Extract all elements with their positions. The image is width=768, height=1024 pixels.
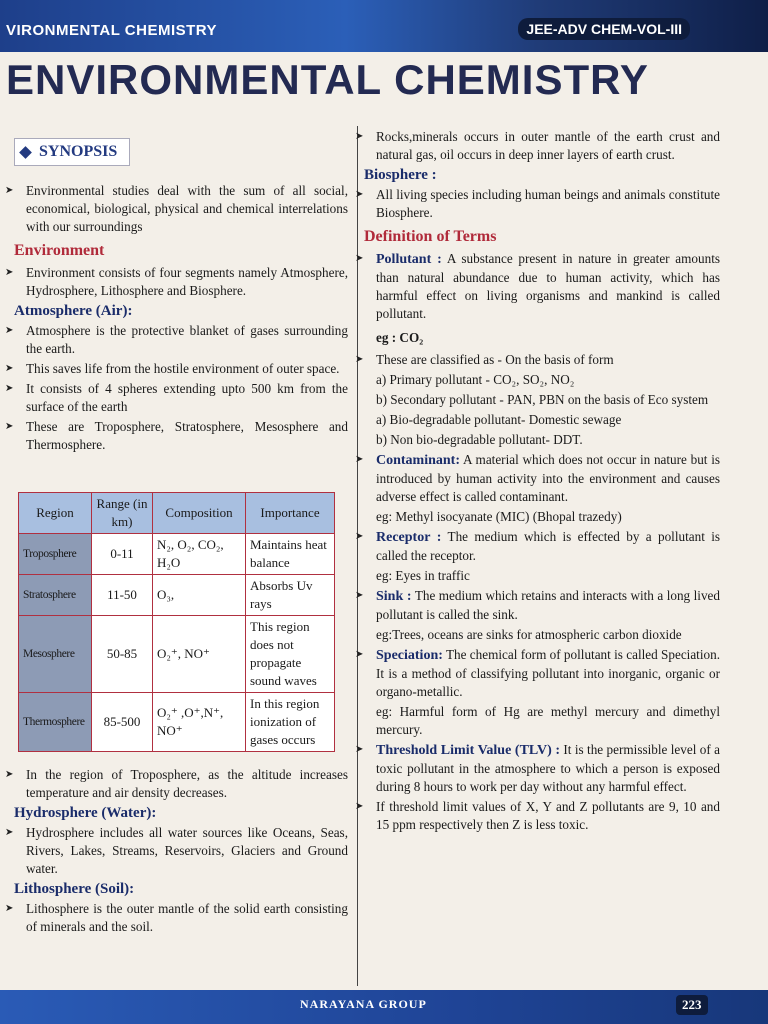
receptor-definition	[364, 528, 720, 565]
range-cell: 0-11	[92, 534, 153, 575]
biosphere-text: ➤ All living species including human beings and animals constitute Biosphere.	[364, 186, 720, 222]
receptor-example: eg: Eyes in traffic	[376, 568, 470, 583]
classification-item: b) Non bio-degradable pollutant- DDT.	[376, 432, 583, 447]
contaminant-example: eg: Methyl isocyanate (MIC) (Bhopal trazedy)	[376, 509, 622, 524]
classification-item: b) Secondary pollutant - PAN, PBN on the basis of Eco system	[376, 392, 709, 407]
sink-text: The medium which retains and interacts with a long lived pollutant is called the sink.	[376, 588, 720, 622]
receptor-term: Receptor :	[376, 530, 442, 545]
classification-item: a) Primary pollutant - CO₂, SO₂, NO₂	[376, 372, 575, 387]
col-header: Range (in km)	[92, 493, 153, 534]
region-cell: Stratosphere	[19, 575, 92, 616]
receptor-text: The medium which is effected by a pollutant is called the receptor.	[376, 529, 721, 563]
region-cell: Troposphere	[19, 534, 92, 575]
pollutant-text: A substance present in nature in greater amounts than natural abundance due to human activity, which has harmful effect on living organisms and mankind is called pollutant.	[376, 251, 720, 321]
tlv-text: It is the permissible level of a toxic pollutant in the atmosphere to which a person is exposed during 8 hours to work per day without any harmful effect.	[376, 742, 721, 794]
page-number: 223	[676, 995, 708, 1015]
right-column	[364, 126, 720, 836]
table-row	[19, 575, 335, 616]
atmosphere-point: ➤ These are Troposphere, Stratosphere, Mesosphere and Thermosphere.	[14, 418, 348, 454]
intro-text: ➤ Environmental studies deal with the sum of all social, economical, biological, physical and chemical interrelations with our surroundings	[14, 182, 348, 236]
classification-item: a) Bio-degradable pollutant- Domestic sewage	[376, 412, 622, 427]
environment-heading: Environment	[14, 242, 105, 259]
speciation-term: Speciation:	[376, 648, 443, 663]
page-title: ENVIRONMENTAL CHEMISTRY	[6, 56, 649, 103]
table-row	[19, 534, 335, 575]
composition-cell: O₃,	[153, 575, 246, 616]
footer-bar	[0, 990, 768, 1024]
lithosphere-text: ➤ Lithosphere is the outer mantle of the solid earth consisting of minerals and the soil.	[14, 900, 348, 936]
atmosphere-point: ➤ Atmosphere is the protective blanket of gases surrounding the earth.	[14, 322, 348, 358]
pollutant-term: Pollutant :	[376, 252, 442, 267]
rocks-text: ➤ Rocks,minerals occurs in outer mantle of the earth crust and natural gas, oil occurs in deep inner layers of earth crust.	[364, 128, 720, 164]
atmosphere-table	[18, 492, 335, 752]
table-header-row	[19, 493, 335, 534]
contaminant-term: Contaminant:	[376, 453, 461, 468]
importance-cell: Maintains heat balance	[246, 534, 335, 575]
left-column	[14, 126, 348, 938]
environment-text: ➤ Environment consists of four segments namely Atmosphere, Hydrosphere, Lithosphere and Biosphere.	[14, 264, 348, 300]
importance-cell: Absorbs Uv rays	[246, 575, 335, 616]
importance-cell: This region does not propagate sound waves	[246, 616, 335, 693]
table-row	[19, 616, 335, 693]
sink-example: eg:Trees, oceans are sinks for atmospheric carbon dioxide	[376, 627, 682, 642]
contaminant-definition	[364, 451, 720, 506]
synopsis-heading: SYNOPSIS	[14, 138, 130, 166]
speciation-example: eg: Harmful form of Hg are methyl mercury and dimethyl mercury.	[376, 704, 720, 737]
atmosphere-point: ➤ It consists of 4 spheres extending upto 500 km from the surface of the earth	[14, 380, 348, 416]
definitions-heading: Definition of Terms	[364, 228, 497, 245]
contaminant-text: A material which does not occur in nature but is introduced by human activity into the environment and causes adverse effect is called contaminant.	[376, 452, 721, 504]
composition-cell: N₂, O₂, CO₂, H₂O	[153, 534, 246, 575]
sink-definition	[364, 587, 720, 624]
table-row	[19, 693, 335, 752]
composition-cell: O₂⁺, NO⁺	[153, 616, 246, 693]
header-bar	[0, 0, 768, 52]
hydrosphere-heading: Hydrosphere (Water):	[14, 805, 157, 821]
sink-term: Sink :	[376, 589, 412, 604]
importance-cell: In this region ionization of gases occurs	[246, 693, 335, 752]
hydrosphere-text: ➤ Hydrosphere includes all water sources like Oceans, Seas, Rivers, Lakes, Streams, Reservoirs, Glaciers and Ground water.	[14, 824, 348, 878]
lithosphere-heading: Lithosphere (Soil):	[14, 881, 135, 897]
tlv-term: Threshold Limit Value (TLV) :	[376, 743, 560, 758]
publisher-brand: NARAYANA GROUP	[300, 997, 427, 1011]
tlv-definition	[364, 741, 720, 796]
col-header: Importance	[246, 493, 335, 534]
composition-cell: O₂⁺ ,O⁺,N⁺, NO⁺	[153, 693, 246, 752]
troposphere-note: ➤ In the region of Troposphere, as the altitude increases temperature and air density decreases.	[14, 766, 348, 802]
tlv-note: ➤ If threshold limit values of X, Y and Z pollutants are 9, 10 and 15 ppm respectively then Z is less toxic.	[364, 798, 720, 834]
region-cell: Mesosphere	[19, 616, 92, 693]
chapter-title: VIRONMENTAL CHEMISTRY	[6, 22, 218, 39]
atmosphere-heading: Atmosphere (Air):	[14, 303, 133, 319]
pollutant-example: eg : CO₂	[376, 330, 424, 345]
atmosphere-point: ➤ This saves life from the hostile environment of outer space.	[14, 360, 348, 378]
speciation-definition	[364, 646, 720, 701]
col-header: Composition	[153, 493, 246, 534]
pollutant-definition	[364, 250, 720, 323]
region-cell: Thermosphere	[19, 693, 92, 752]
range-cell: 85-500	[92, 693, 153, 752]
classification-intro: ➤ These are classified as - On the basis of form	[364, 351, 720, 369]
biosphere-heading: Biosphere :	[364, 167, 437, 183]
range-cell: 50-85	[92, 616, 153, 693]
col-header: Region	[19, 493, 92, 534]
book-title: JEE-ADV CHEM-VOL-III	[518, 18, 690, 40]
speciation-text: The chemical form of pollutant is called Speciation. It is a method of classifying pollutant into inorganic, organic or organo-metallic.	[376, 647, 720, 699]
range-cell: 11-50	[92, 575, 153, 616]
